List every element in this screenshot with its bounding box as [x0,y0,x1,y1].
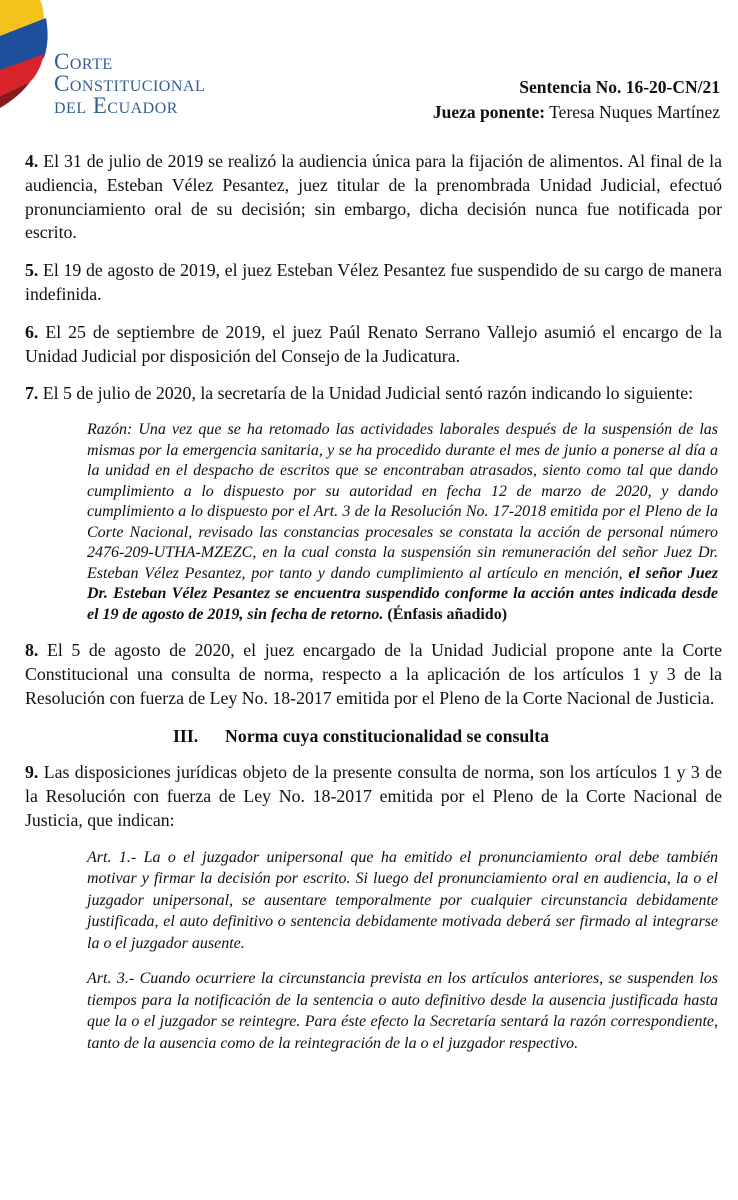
paragraph-9 [25,761,722,832]
paragraph-4 [25,150,722,245]
court-logo-text [54,50,205,117]
paragraph-text: El 5 de julio de 2020, la secretaría de la Unidad Judicial sentó razón indicando lo siguiente: [42,383,694,404]
paragraph-text: El 31 de julio de 2019 se realizó la audiencia única para la fijación de alimentos. Al final de la audiencia, Esteban Vélez Pesantez, juez titular de la prenombrada Unidad Judicial, efectuó pronunciamiento oral de su decisión; sin embargo, dicha decisión nunca fue notificada por escrito. [25,151,722,243]
razon-quote [87,420,718,625]
document-body [25,150,722,1068]
paragraph-text: El 25 de septiembre de 2019, el juez Paúl Renato Serrano Vallejo asumió el encargo de la Unidad Judicial por disposición del Consejo de la Judicatura. [25,321,722,366]
paragraph-6 [25,321,722,369]
paragraph-number: 7. [25,383,39,404]
paragraph-number: 5. [25,260,39,281]
section-roman-numeral: III. [173,725,199,746]
section-heading [173,725,722,749]
jueza-name: Teresa Nuques Martínez [549,102,720,122]
logo-line-3: del Ecuador [54,93,178,118]
paragraph-8 [25,639,722,710]
paragraph-text: El 19 de agosto de 2019, el juez Esteban Vélez Pesantez fue suspendido de su cargo de manera indefinida. [25,260,723,304]
paragraph-number: 9. [25,762,39,783]
jueza-label: Jueza ponente: [432,102,546,122]
paragraph-7 [25,382,722,406]
paragraph-number: 8. [25,640,39,661]
emphasis-note: (Énfasis añadido) [387,605,508,623]
document-header [433,75,720,125]
paragraph-text: El 5 de agosto de 2020, el juez encargado de la Unidad Judicial propone ante la Corte Constitucional una consulta de norma, respecto a la aplicación de los artículos 1 y 3 de la Resolución con fuerza de Ley No. 18-2017 emitida por el Pleno de la Corte Nacional de Justicia. [25,640,722,708]
paragraph-number: 4. [25,151,39,171]
logo-line-2: Constitucional [54,71,206,96]
article-1-quote: Art. 1.- La o el juzgador unipersonal que ha emitido el pronunciamiento oral debe también motivar y firmar la decisión por escrito. Si luego del pronunciamiento oral en audiencia, la o el juzgador unipersonal, se ausentare temporalmente por cualquier circunstancia debidamente justificada, el auto definitivo o sentencia debidamente motivada deberá ser firmado al integrarse la o el juzgador ausente. [87,848,718,952]
logo-line-1: Corte [54,49,113,74]
section-title: Norma cuya constitucionalidad se consulta [225,725,550,746]
razon-quote-text: Razón: Una vez que se ha retomado las actividades laborales después de la suspensión de las mismas por la emergencia sanitaria, y se ha procedido durante el mes de junio a ponerse al día a la unidad en el despacho de escritos que se encontraban atrasados, siento como tal que dando cumplimiento a lo dispuesto por su autoridad en fecha 12 de marzo de 2020, y dando cumplimiento a lo dispuesto por el Art. 3 de la Resolución No. 17-2018 emitida por el Pleno de la Corte Nacional, revisado las constancias procesales se constata la acción de personal número 2476-209-UTHA-MZEZC, en la cual consta la suspensión sin remuneración del señor Juez Dr. Esteban Vélez Pesantez, por tanto y dando cumplimiento al artículo en mención, [87,421,718,582]
court-logo [0,0,260,130]
sentencia-number: Sentencia No. 16-20-CN/21 [519,77,720,97]
article-3-quote: Art. 3.- Cuando ocurriere la circunstancia prevista en los artículos anteriores, se suspenden los tiempos para la notificación de la sentencia o auto definitivo desde la ausencia justificada hasta que la o el juzgador se reintegre. Para éste efecto la Secretaría sentará la razón correspondiente, tanto de la ausencia como de la reintegración de la o el juzgador respectivo. [87,970,718,1052]
court-emblem-icon [0,0,56,120]
paragraph-5 [25,259,722,307]
paragraph-number: 6. [25,321,39,342]
paragraph-text: Las disposiciones jurídicas objeto de la presente consulta de norma, son los artículos 1 y 3 de la Resolución con fuerza de Ley No. 18-2017 emitida por el Pleno de la Corte Nacional de Justicia, que indican: [25,762,722,830]
razon-quote-bold: el señor Juez Dr. Esteban Vélez Pesantez se encuentra suspendido conforme la acción antes indicada desde el 19 de agosto de 2019, sin fecha de retorno. [87,564,719,623]
